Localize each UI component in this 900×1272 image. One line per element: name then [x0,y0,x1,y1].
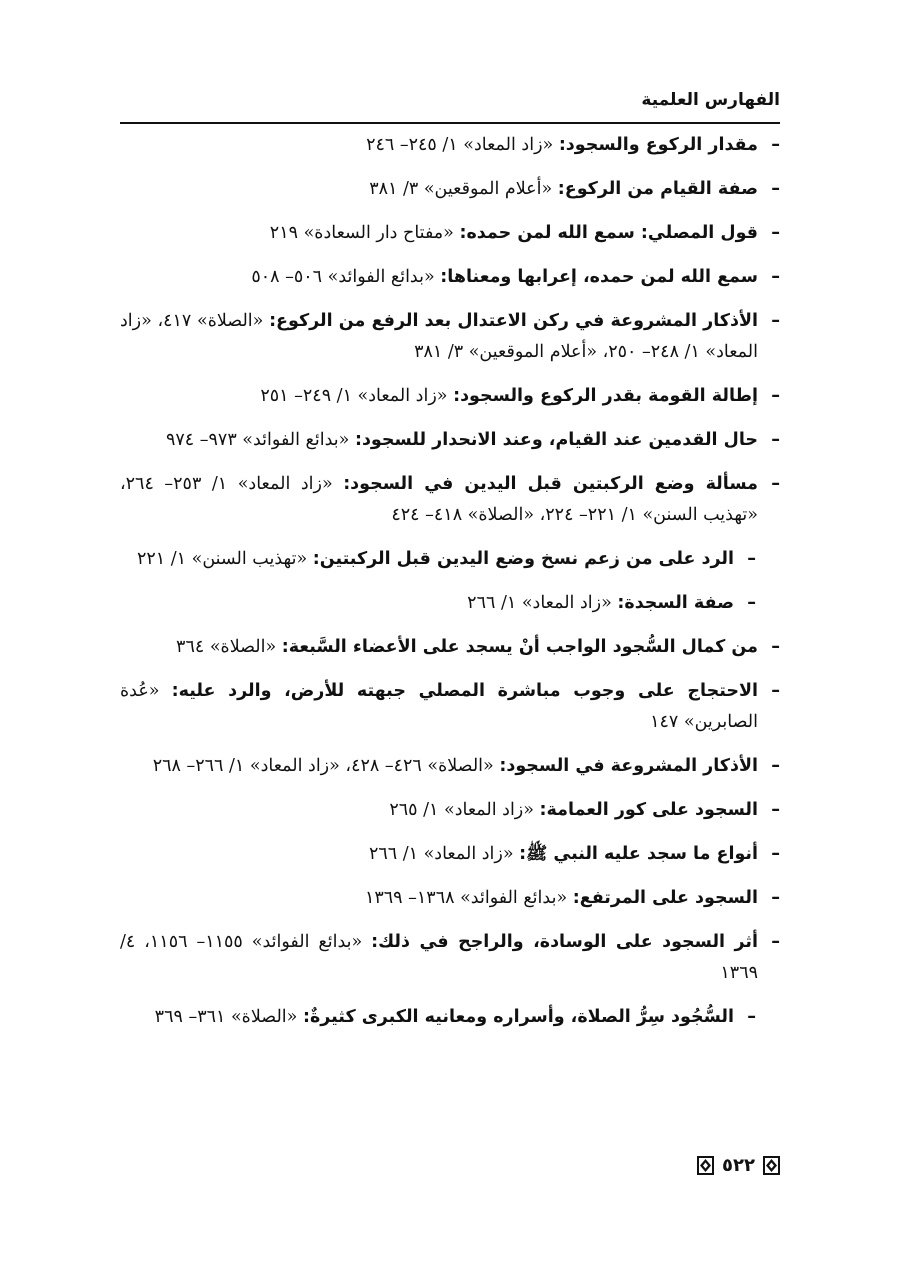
index-entry [120,544,756,575]
index-entry [120,632,780,663]
index-entry [120,130,780,161]
entry-references: «بدائع الفوائد» ١١٥٥– ١١٥٦، ٤/ ١٣٦٩ [120,932,758,983]
index-entry [120,469,780,531]
entry-references: «الصلاة» ٤١٧، «زاد المعاد» ١/ ٢٤٨– ٢٥٠، «أعلام الموقعين» ٣/ ٣٨١ [120,311,758,362]
entry-dash: – [771,311,780,331]
entry-dash: – [771,474,780,494]
page-header-title: الفهارس العلمية [641,90,780,110]
entry-references: «مفتاح دار السعادة» ٢١٩ [269,223,454,243]
entry-references: «زاد المعاد» ١/ ٢٤٥– ٢٤٦ [366,135,554,155]
page-number: ٥٢٢ [722,1154,755,1176]
entry-dash: – [747,593,756,613]
entry-topic: أنواع ما سجد عليه النبي ﷺ: [519,844,758,864]
entry-dash: – [771,135,780,155]
entry-dash: – [771,637,780,657]
entry-topic: السجود على كور العمامة: [539,800,758,820]
entry-topic: صفة القيام من الركوع: [557,179,758,199]
entry-references: «زاد المعاد» ١/ ٢٤٩– ٢٥١ [260,386,448,406]
index-entry [120,306,780,368]
entry-references: «الصلاة» ٤٢٦– ٤٢٨، «زاد المعاد» ١/ ٢٦٦– ٢٦٨ [152,756,494,776]
index-entry [120,839,780,870]
entry-topic: من كمال السُّجود الواجب أنْ يسجد على الأعضاء السَّبعة: [281,637,758,657]
entry-topic: الاحتجاج على وجوب مباشرة المصلي جبهته للأرض، والرد عليه: [171,681,758,701]
running-head [120,88,780,124]
diamond-ornament-icon [697,1156,714,1175]
entry-references: «عُدة الصابرين» ١٤٧ [120,681,758,732]
index-entry [120,676,780,738]
entry-dash: – [771,800,780,820]
entry-topic: السجود على المرتفع: [572,888,758,908]
entry-dash: – [771,267,780,287]
entry-dash: – [771,430,780,450]
entry-references: «الصلاة» ٣٦١– ٣٦٩ [154,1007,298,1027]
index-entry [120,795,780,826]
index-entry [120,174,780,205]
entry-dash: – [771,386,780,406]
diamond-ornament-icon [763,1156,780,1175]
index-entry [120,381,780,412]
entry-references: «زاد المعاد» ١/ ٢٦٦ [368,844,514,864]
entry-dash: – [771,756,780,776]
index-entry [120,751,780,782]
index-entry [120,1002,756,1033]
entry-references: «أعلام الموقعين» ٣/ ٣٨١ [369,179,553,199]
entry-references: «زاد المعاد» ١/ ٢٦٥ [389,800,534,820]
index-entry [120,218,780,249]
entry-topic: حال القدمين عند القيام، وعند الانحدار للسجود: [354,430,758,450]
index-entry [120,927,780,989]
entry-references: «الصلاة» ٣٦٤ [176,637,277,657]
index-entries-list [120,130,780,1046]
entry-dash: – [771,179,780,199]
entry-dash: – [771,888,780,908]
entry-dash: – [771,844,780,864]
entry-dash: – [747,549,756,569]
entry-references: «بدائع الفوائد» ٥٠٦– ٥٠٨ [251,267,435,287]
entry-references: «زاد المعاد» ١/ ٢٦٦ [467,593,612,613]
entry-dash: – [771,932,780,952]
index-entry [120,425,780,456]
entry-dash: – [771,681,780,701]
entry-topic: مقدار الركوع والسجود: [558,135,758,155]
index-entry [120,883,780,914]
entry-references: «زاد المعاد» ١/ ٢٥٣– ٢٦٤، «تهذيب السنن» ١/ ٢٢١– ٢٢٤، «الصلاة» ٤١٨– ٤٢٤ [120,474,758,525]
entry-topic: سمع الله لمن حمده، إعرابها ومعناها: [440,267,758,287]
entry-topic: السُّجُود سِرُّ الصلاة، وأسراره ومعانيه الكبرى كثيرةٌ: [302,1007,734,1027]
index-entry [120,262,780,293]
entry-references: «بدائع الفوائد» ١٣٦٨– ١٣٦٩ [364,888,568,908]
entry-dash: – [747,1007,756,1027]
index-entry [120,588,756,619]
entry-topic: إطالة القومة بقدر الركوع والسجود: [453,386,758,406]
entry-topic: صفة السجدة: [617,593,734,613]
entry-topic: قول المصلي: سمع الله لمن حمده: [459,223,758,243]
entry-topic: الرد على من زعم نسخ وضع اليدين قبل الركبتين: [312,549,734,569]
entry-references: «تهذيب السنن» ١/ ٢٢١ [136,549,308,569]
page-number-footer [697,1150,780,1180]
entry-topic: مسألة وضع الركبتين قبل اليدين في السجود: [343,474,758,494]
entry-topic: أثر السجود على الوسادة، والراجح في ذلك: [371,932,758,952]
entry-references: «بدائع الفوائد» ٩٧٣– ٩٧٤ [165,430,350,450]
entry-topic: الأذكار المشروعة في ركن الاعتدال بعد الرفع من الركوع: [269,311,758,331]
entry-dash: – [771,223,780,243]
entry-topic: الأذكار المشروعة في السجود: [499,756,758,776]
